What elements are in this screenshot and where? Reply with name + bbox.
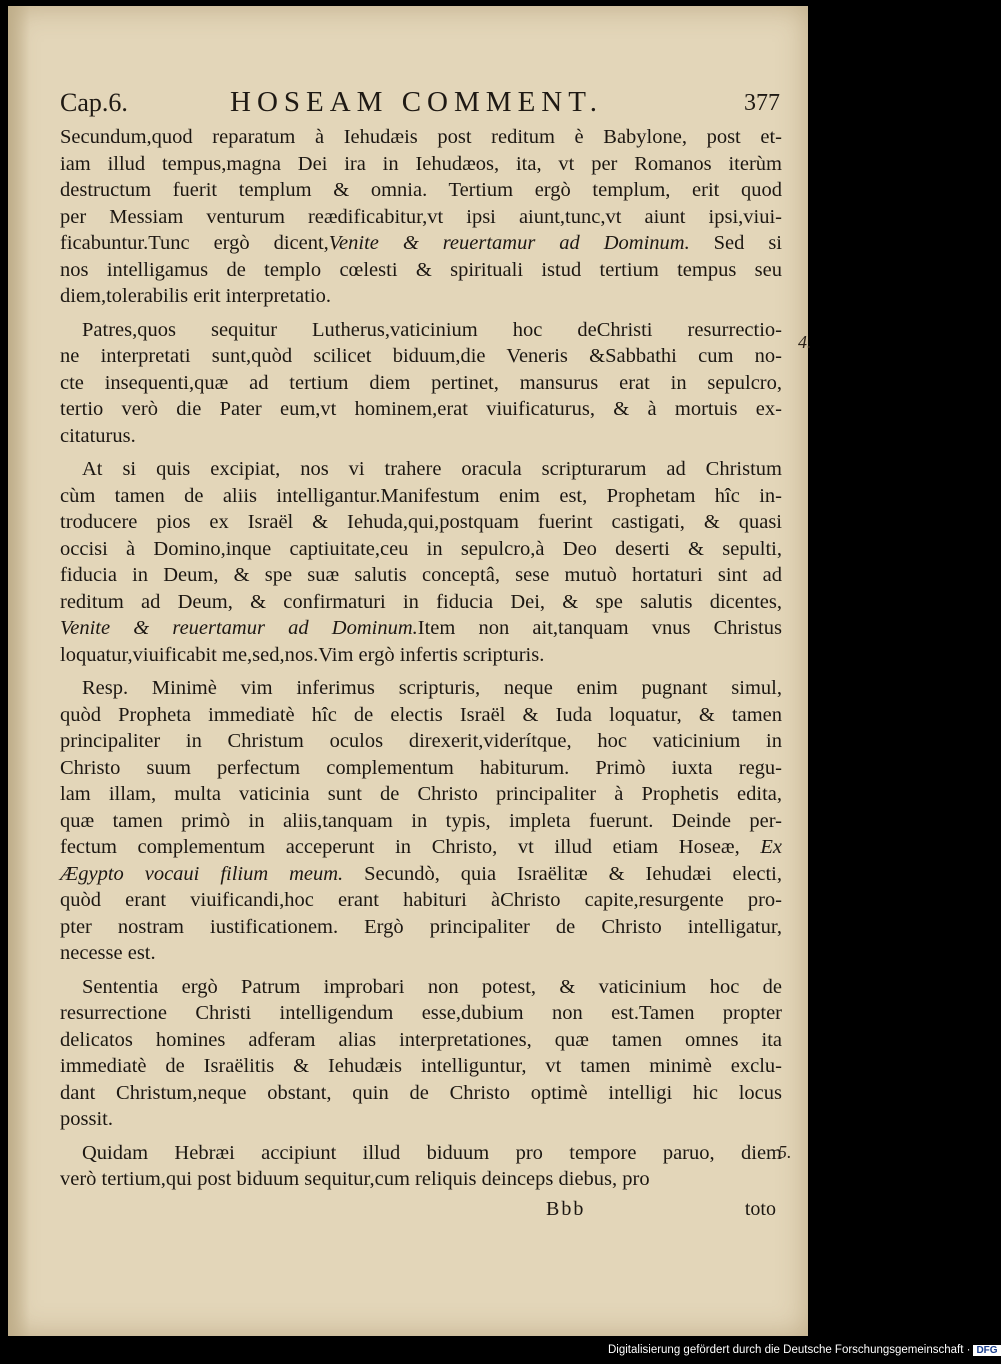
text-segment: Sententia ergò Patrum improbari non potest, & vaticinium hoc de [82, 975, 782, 998]
text-segment: quæ tamen primò in aliis,tanquam in typis, impleta fuerunt. Deinde per- [60, 809, 782, 832]
text-line [60, 974, 782, 1001]
text-segment: possit. [60, 1108, 113, 1130]
footer-text: Digitalisierung gefördert durch die Deutsche Forschungsgemeinschaft · [608, 1344, 971, 1356]
text-line [60, 728, 782, 755]
text-line [60, 317, 782, 344]
paragraph [60, 1140, 782, 1193]
text-line [60, 781, 782, 808]
text-segment: Christo suum perfectum complementum habiturum. Primò iuxta regu- [60, 756, 782, 779]
text-line [60, 343, 782, 370]
text-segment: diem,tolerabilis erit interpretatio. [60, 285, 331, 307]
text-line [60, 396, 782, 423]
catchword: toto [744, 1198, 776, 1220]
text-line [60, 509, 782, 536]
text-segment: delicatos homines adferam alias interpretationes, quæ tamen omnes ita [60, 1028, 782, 1051]
text-line [60, 615, 782, 642]
text-segment: pter nostram iustificationem. Ergò principaliter de Christo intelligatur, [60, 915, 782, 938]
text-segment: Secundò, quia Israëlitæ & Iehudæi electi, [343, 862, 782, 885]
paragraph-gap [60, 668, 782, 675]
text-segment: immediatè de Israëlitis & Iehudæis intelliguntur, vt tamen minimè exclu- [60, 1055, 782, 1077]
text-segment: Item non ait,tanquam vnus Christus [417, 617, 782, 639]
text-segment: verò tertium,qui post biduum sequitur,cum reliquis deinceps diebus, pro [60, 1168, 650, 1190]
text-line [60, 230, 782, 257]
text-segment: fiducia in Deum, & spe suæ salutis conceptâ, sese mutuò hortaturi sint ad [60, 564, 782, 586]
paragraph [60, 317, 782, 450]
catchline [60, 1198, 776, 1224]
paragraph [60, 124, 782, 310]
chapter-label: Cap.6. [60, 88, 128, 117]
paragraph [60, 974, 782, 1133]
text-line [60, 1106, 782, 1133]
text-segment: nos intelligamus de templo cœlesti & spirituali istud tertium tempus seu [60, 258, 782, 281]
italic-quote: Venite & reuertamur ad Dominum. [60, 617, 418, 639]
text-segment: per Messiam venturum reædificabitur,vt ipsi aiunt,tunc,vt aiunt ipsi,viui- [60, 205, 782, 228]
text-line [60, 861, 782, 888]
text-line [60, 204, 782, 231]
text-segment: cte insequenti,quæ ad tertium diem pertinet, mansurus erat in sepulcro, [60, 371, 782, 394]
margin-note-5: 5. [778, 1142, 792, 1162]
text-segment: resurrectione Christi intelligendum esse,dubium non est.Tamen propter [60, 1002, 782, 1024]
text-line [60, 151, 782, 178]
text-line [60, 702, 782, 729]
margin-note-4: 4. [798, 332, 812, 352]
text-line [60, 257, 782, 284]
paragraph-gap [60, 310, 782, 317]
text-line [60, 1053, 782, 1080]
paragraph [60, 456, 782, 668]
text-segment: ne interpretati sunt,quòd scilicet biduum,die Veneris &Sabbathi cum no- [60, 345, 782, 367]
text-segment: lam illam, multa vaticinia sunt de Christo principaliter à Prophetis edita, [60, 783, 782, 805]
text-segment: Secundum,quod reparatum à Iehudæis post reditum è Babylone, post et- [60, 126, 782, 148]
text-segment: fectum complementum acceperunt in Christo, vt illud etiam Hoseæ, [60, 836, 761, 858]
text-segment: occisi à Domino,inque captiuitate,ceu in sepulcro,à Deo deserti & sepulti, [60, 537, 782, 560]
text-line [60, 589, 782, 616]
text-line [60, 642, 782, 669]
paragraph-gap [60, 967, 782, 974]
text-line [60, 283, 782, 310]
text-segment: necesse est. [60, 942, 156, 964]
text-line [60, 456, 782, 483]
text-line [60, 887, 782, 914]
book-page [8, 6, 812, 1336]
page-header [60, 86, 780, 122]
text-line [60, 370, 782, 397]
text-line [60, 1027, 782, 1054]
text-segment: principaliter in Christum oculos direxerit,viderítque, hoc vaticinium in [60, 730, 782, 752]
digitization-footer [608, 1344, 1001, 1362]
text-segment: Sed si [689, 232, 783, 254]
text-line [60, 1140, 782, 1167]
text-segment: quòd Propheta immediatè hîc de electis Israël & Iuda loquatur, & tamen [60, 703, 782, 726]
text-segment: loquatur,viuificabit me,sed,nos.Vim ergò infertis scripturis. [60, 643, 545, 666]
text-segment: citaturus. [60, 424, 136, 447]
text-line [60, 755, 782, 782]
dfg-logo: DFG [973, 1345, 1000, 1356]
text-segment: quòd erant viuificandi,hoc erant habituri àChristo capite,resurgente pro- [60, 889, 782, 911]
text-segment: cùm tamen de aliis intelligantur.Manifestum enim est, Prophetam hîc in- [60, 484, 782, 507]
text-segment: Resp. Minimè vim inferimus scripturis, neque enim pugnant simul, [82, 677, 782, 699]
paragraph [60, 675, 782, 967]
text-line [60, 536, 782, 563]
text-segment: At si quis excipiat, nos vi trahere oracula scripturarum ad Christum [82, 458, 782, 480]
text-segment: tertio verò die Pater eum,vt hominem,erat viuificaturus, & à mortuis ex- [60, 398, 782, 420]
text-line [60, 834, 782, 861]
signature-mark: Bbb [546, 1198, 586, 1220]
text-line [60, 483, 782, 510]
text-segment: troducere pios ex Israël & Iehuda,qui,postquam fuerint castigati, & quasi [60, 511, 782, 533]
body-text [60, 124, 782, 1193]
text-segment: dant Christum,neque obstant, quin de Christo optimè intelligi hic locus [60, 1081, 782, 1104]
text-line [60, 124, 782, 151]
italic-quote: Ægypto vocaui filium meum. [60, 862, 344, 885]
text-line [60, 1000, 782, 1027]
text-line [60, 562, 782, 589]
text-line [60, 675, 782, 702]
text-segment: Quidam Hebræi accipiunt illud biduum pro tempore paruo, diem [82, 1141, 782, 1164]
paragraph-gap [60, 449, 782, 456]
italic-quote: Venite & reuertamur ad Dominum. [328, 232, 690, 254]
text-line [60, 1080, 782, 1107]
text-segment: ficabuntur.Tunc ergò dicent, [60, 232, 329, 254]
text-line [60, 177, 782, 204]
text-segment: Patres,quos sequitur Lutherus,vaticinium hoc deChristi resurrectio- [82, 318, 782, 341]
text-line [60, 940, 782, 967]
text-line [60, 808, 782, 835]
page-number: 377 [744, 90, 780, 116]
text-line [60, 1166, 782, 1193]
italic-quote: Ex [760, 836, 782, 858]
text-segment: iam illud tempus,magna Dei ira in Iehudæos, ita, vt per Romanos iterùm [60, 152, 782, 175]
text-line [60, 914, 782, 941]
paragraph-gap [60, 1133, 782, 1140]
text-line [60, 423, 782, 450]
text-segment: destructum fuerit templum & omnia. Tertium ergò templum, erit quod [60, 179, 782, 201]
running-title: HOSEAM COMMENT. [230, 86, 604, 118]
text-segment: reditum ad Deum, & confirmaturi in fiducia Dei, & spe salutis dicentes, [60, 590, 782, 613]
